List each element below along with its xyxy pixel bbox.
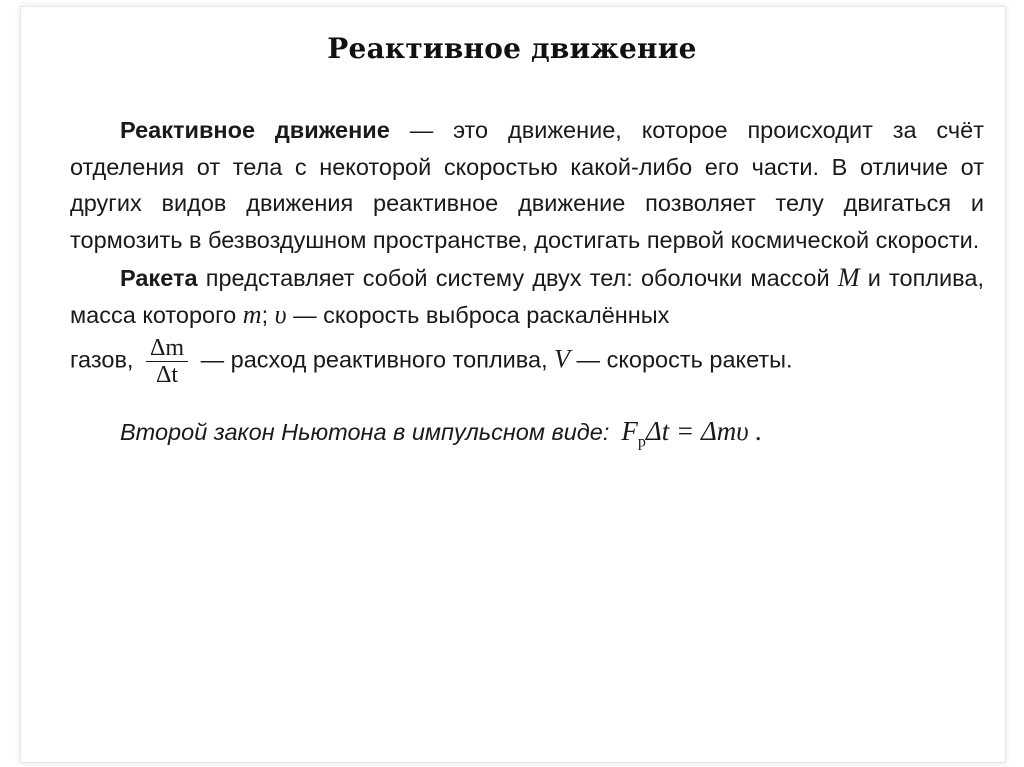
- body-text: [70, 112, 984, 461]
- rocket-text-a: представляет собой систему двух тел: оболочки массой: [197, 265, 838, 291]
- fuel-rate-fraction: [146, 335, 188, 388]
- formula-end: .: [748, 416, 763, 446]
- law-label: Второй закон Ньютона в импульсном виде:: [120, 419, 610, 445]
- term-rocket: Ракета: [120, 265, 198, 291]
- formula-subscript: р: [637, 433, 646, 451]
- law-formula: [621, 416, 763, 451]
- symbol-V: V: [554, 344, 571, 374]
- formula-rest: Δt = Δmυ: [645, 416, 749, 446]
- term-reactive-motion: Реактивное движение: [120, 117, 390, 143]
- rocket-text-d: — скорость выброса раскалённых: [286, 301, 670, 328]
- fraction-numerator: Δm: [146, 335, 188, 362]
- rocket-text-c: ;: [261, 301, 275, 328]
- paragraph-definition: [70, 112, 984, 258]
- page-title: Реактивное движение: [327, 32, 697, 65]
- newton-law-line: [70, 413, 984, 461]
- rocket-text-g: — скорость ракеты.: [570, 346, 793, 373]
- fraction-denominator: Δt: [155, 362, 179, 388]
- symbol-v: υ: [274, 299, 287, 329]
- definition-text: — это движение, которое происходит за счёт отделения от тела с некоторой скоростью какой-либо его части. В отличие от других видов движения реактивное движение позволяет телу двигаться и тормозить в безвоздушном пространстве, достигать первой космической скорости.: [70, 117, 984, 253]
- rocket-text-b: и топлива, масса которого: [70, 265, 985, 328]
- rocket-text-f: — расход реактивного топлива,: [194, 346, 555, 373]
- symbol-m: m: [242, 299, 262, 329]
- formula-F: F: [621, 416, 638, 446]
- rocket-text-e: газов,: [70, 346, 140, 373]
- fraction-line: [70, 335, 984, 395]
- paragraph-rocket: [70, 260, 984, 333]
- symbol-M: M: [837, 263, 860, 292]
